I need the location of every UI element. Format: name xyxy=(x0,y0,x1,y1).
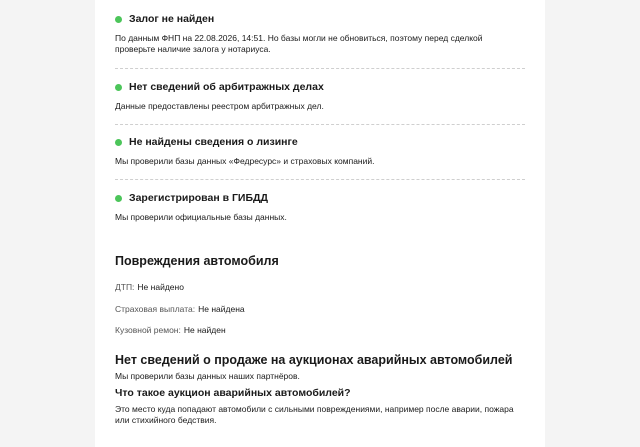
green-dot-icon xyxy=(115,195,122,202)
divider xyxy=(115,179,525,180)
auction-explanation: Это место куда попадают автомобили с сильными повреждениями, например после аварии, пожара или стихийного бедствия. xyxy=(115,404,514,425)
check-registration xyxy=(115,192,525,223)
auction-subtitle: Что такое аукцион аварийных автомобилей? xyxy=(115,387,351,399)
damage-label: ДТП: xyxy=(115,282,135,292)
check-description: По данным ФНП на 22.08.2026, 14:51. Но базы могли не обновиться, поэтому перед сделкой проверьте наличие залога у нотариуса. xyxy=(115,33,483,54)
divider xyxy=(115,124,525,125)
auction-text: Мы проверили базы данных наших партнёров. xyxy=(115,371,300,381)
damage-value: Не найдено xyxy=(137,282,184,292)
check-title: Не найдены сведения о лизинге xyxy=(129,136,298,148)
check-title: Зарегистрирован в ГИБДД xyxy=(129,192,268,204)
check-leasing xyxy=(115,136,525,167)
check-arbitration xyxy=(115,81,525,112)
green-dot-icon xyxy=(115,139,122,146)
damage-label: Страховая выплата: xyxy=(115,304,196,314)
check-pledge xyxy=(115,13,525,55)
damage-label: Кузовной ремон: xyxy=(115,325,181,335)
damage-row-insurance xyxy=(115,304,245,315)
check-description: Мы проверили официальные базы данных. xyxy=(115,212,287,222)
check-title: Залог не найден xyxy=(129,13,215,25)
check-title: Нет сведений об арбитражных делах xyxy=(129,81,324,93)
report-page xyxy=(95,0,545,447)
green-dot-icon xyxy=(115,84,122,91)
damage-value: Не найден xyxy=(183,325,226,335)
auction-section-title: Нет сведений о продаже на аукционах аварийных автомобилей xyxy=(115,353,513,367)
check-description: Мы проверили базы данных «Федресурс» и страховых компаний. xyxy=(115,156,375,166)
damage-row-accidents xyxy=(115,282,184,293)
damage-row-body-repair xyxy=(115,325,226,336)
damage-section-title: Повреждения автомобиля xyxy=(115,254,279,268)
divider xyxy=(115,68,525,69)
check-description: Данные предоставлены реестром арбитражных дел. xyxy=(115,101,324,111)
green-dot-icon xyxy=(115,16,122,23)
damage-value: Не найдена xyxy=(198,304,245,314)
